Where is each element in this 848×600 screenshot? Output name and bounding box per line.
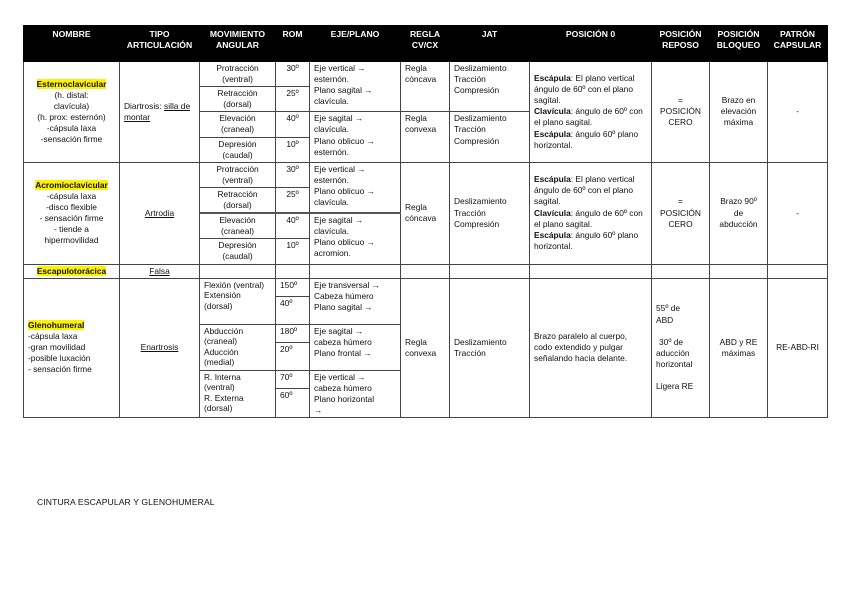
locked-position: Brazo en elevación máxima	[710, 62, 768, 163]
jat: Deslizamiento Tracción Compresión	[450, 162, 530, 264]
rom: 40º	[276, 296, 310, 324]
joint-note: -posible luxación	[28, 353, 91, 364]
movement: Protracción (ventral)	[200, 162, 276, 187]
header-posicion0: POSICIÓN 0	[530, 26, 652, 62]
rom: 25º	[276, 87, 310, 112]
rom: 70º	[276, 370, 310, 389]
joint-note: clavícula)	[53, 100, 90, 111]
joint-name-cell	[24, 278, 120, 417]
movement: Depresión (caudal)	[200, 137, 276, 162]
joints-table	[23, 25, 828, 418]
joint-note: -sensación firme	[40, 134, 103, 145]
movement: Retracción (dorsal)	[200, 87, 276, 112]
rom: 30º	[276, 62, 310, 87]
position-zero: Brazo paralelo al cuerpo, codo extendido y pulgar señalando hacia delante.	[530, 278, 652, 417]
header-rom: ROM	[276, 26, 310, 62]
axis-plane: Eje sagital → cabeza húmero Plano frontal →	[310, 324, 401, 370]
rom: 10º	[276, 137, 310, 162]
empty-cell	[768, 264, 828, 278]
empty-cell	[276, 264, 310, 278]
capsular-pattern: -	[768, 162, 828, 264]
rom: 30º	[276, 162, 310, 187]
rom: 20º	[276, 342, 310, 370]
joint-name-cell	[24, 62, 120, 163]
joint-type-link[interactable]: Falsa	[149, 265, 170, 276]
position-zero: Escápula: El plano vertical ángulo de 60º con el plano sagital. Clavícula: ángulo de 60º con el plano sagital. Escápula: ángulo 60º plano horizontal.	[530, 62, 652, 163]
joint-type-cell	[120, 62, 200, 163]
joint-type: Diartrosis:	[124, 100, 165, 111]
joint-note: -cápsula laxa	[28, 331, 78, 342]
capsular-pattern: -	[768, 62, 828, 163]
joint-name: Esternoclavicular	[36, 78, 107, 89]
header-patron: PATRÓN CAPSULAR	[768, 26, 828, 62]
joint-name: Glenohumeral	[28, 320, 85, 331]
movement: R. Interna (ventral) R. Externa (dorsal)	[200, 370, 276, 417]
empty-cell	[652, 264, 710, 278]
table-row	[24, 278, 828, 296]
locked-position: ABD y RE máximas	[710, 278, 768, 417]
joint-note: -gran movilidad	[28, 342, 86, 353]
rule: Regla convexa	[401, 278, 450, 417]
joint-name-cell	[24, 162, 120, 264]
movement: Retracción (dorsal)	[200, 187, 276, 213]
axis-plane: Eje vertical → esternón. Plano sagital → clavícula.	[310, 62, 401, 112]
joint-name-cell	[24, 264, 120, 278]
joint-type-cell	[120, 278, 200, 417]
header-bloqueo: POSICIÓN BLOQUEO	[710, 26, 768, 62]
joint-note: - sensación firme	[28, 364, 92, 375]
empty-cell	[450, 264, 530, 278]
movement: Protracción (ventral)	[200, 62, 276, 87]
movement: Elevación (craneal)	[200, 213, 276, 239]
table-row	[24, 62, 828, 87]
joint-type-cell	[120, 264, 200, 278]
empty-cell	[200, 264, 276, 278]
axis-plane: Eje sagital → clavícula. Plano oblicuo → esternón.	[310, 112, 401, 162]
rom: 25º	[276, 187, 310, 213]
empty-cell	[530, 264, 652, 278]
jat: Deslizamiento Tracción	[450, 278, 530, 417]
table-row	[24, 264, 828, 278]
joint-type-link[interactable]: silla de montar	[124, 100, 191, 122]
rule: Regla cóncava	[401, 162, 450, 264]
empty-cell	[401, 264, 450, 278]
axis-plane: Eje transversal → Cabeza húmero Plano sagital →	[310, 278, 401, 324]
position-zero: Escápula: El plano vertical ángulo de 60º con el plano sagital. Clavícula: ángulo de 60º con el plano sagital. Escápula: ángulo 60º plano horizontal.	[530, 162, 652, 264]
header-tipo: TIPO ARTICULACIÓN	[120, 26, 200, 62]
rom: 40º	[276, 112, 310, 137]
rom: 60º	[276, 389, 310, 418]
header-jat: JAT	[450, 26, 530, 62]
joint-note: -disco flexible	[46, 202, 97, 213]
axis-plane: Eje vertical → cabeza húmero Plano horizontal →	[310, 370, 401, 417]
rom: 10º	[276, 239, 310, 264]
rom: 150º	[276, 278, 310, 296]
header-regla: REGLA CV/CX	[401, 26, 450, 62]
movement: Depresión (caudal)	[200, 239, 276, 264]
joint-note: hipermovilidad	[44, 235, 99, 246]
joint-note: (h. prox: esternón)	[37, 111, 106, 122]
rest-position: 55º de ABD 30º de aducción horizontal Ligera RE	[652, 278, 710, 417]
rom: 40º	[276, 213, 310, 239]
joint-note: - sensación firme	[39, 213, 104, 224]
empty-cell	[710, 264, 768, 278]
rest-position: = POSICIÓN CERO	[652, 162, 710, 264]
rom: 180º	[276, 324, 310, 342]
movement: Abducción (craneal) Aducción (medial)	[200, 324, 276, 370]
rule: Regla cóncava	[401, 62, 450, 112]
header-nombre: NOMBRE	[24, 26, 120, 62]
empty-cell	[310, 264, 401, 278]
movement: Flexión (ventral) Extensión (dorsal)	[200, 278, 276, 324]
movement: Elevación (craneal)	[200, 112, 276, 137]
header-movimiento: MOVIMIENTO ANGULAR	[200, 26, 276, 62]
joint-note: (h. distal:	[54, 89, 89, 100]
axis-plane: Eje sagital → clavícula. Plano oblicuo → acromion.	[310, 213, 401, 264]
joint-type-link[interactable]: Artrodia	[144, 207, 175, 218]
header-reposo: POSICIÓN REPOSO	[652, 26, 710, 62]
joint-note: - tiende a	[54, 224, 89, 235]
document-caption: CINTURA ESCAPULAR Y GLENOHUMERAL	[37, 497, 215, 507]
capsular-pattern: RE-ABD-RI	[768, 278, 828, 417]
joint-note: -cápsula laxa	[46, 190, 97, 201]
locked-position: Brazo 90º de abducción	[710, 162, 768, 264]
jat: Deslizamiento Tracción Compresión	[450, 112, 530, 162]
joint-name: Escapulotorácica	[36, 265, 107, 276]
axis-plane: Eje vertical → esternón. Plano oblicuo → clavícula.	[310, 162, 401, 213]
joint-note: -cápsula laxa	[46, 122, 97, 133]
joint-name: Acromioclavicular	[35, 179, 108, 190]
joint-type-link[interactable]: Enartrosis	[140, 342, 179, 353]
rest-position: = POSICIÓN CERO	[652, 62, 710, 163]
table-row	[24, 162, 828, 187]
rule: Regla convexa	[401, 112, 450, 162]
joint-type-cell	[120, 162, 200, 264]
header-eje: EJE/PLANO	[310, 26, 401, 62]
header-row	[24, 26, 828, 62]
jat: Deslizamiento Tracción Compresión	[450, 62, 530, 112]
